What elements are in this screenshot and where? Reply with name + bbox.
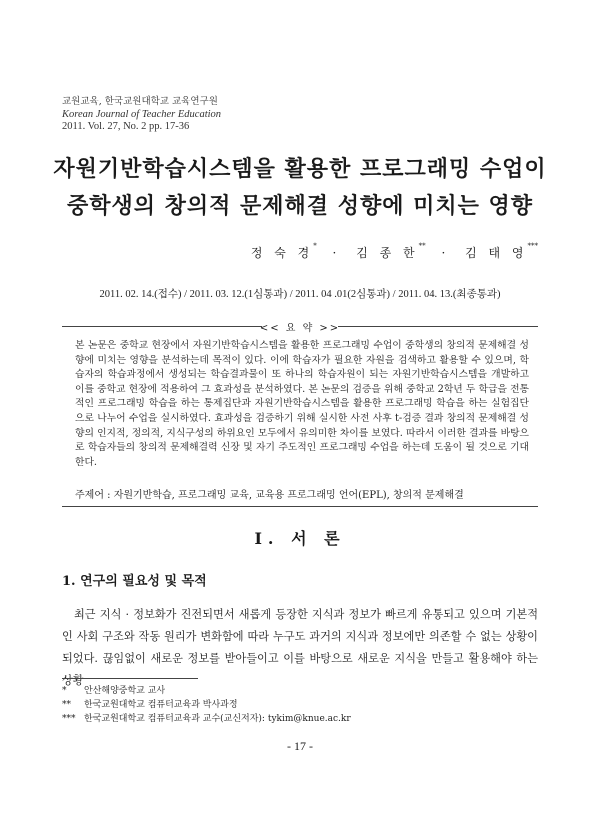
keywords: 주제어 : 자원기반학습, 프로그래밍 교육, 교육용 프로그래밍 언어(EPL), 창의적 문제해결 — [75, 490, 464, 501]
paper-title-line-2: 중학생의 창의적 문제해결 성향에 미치는 영향 — [66, 193, 534, 219]
author-name: 정 숙 경 — [250, 246, 314, 260]
footnotes — [62, 684, 351, 726]
review-dates: 2011. 02. 14.(접수) / 2011. 03. 12.(1심통과) / 2011. 04 .01(2심통과) / 2011. 04. 13.(최종통과) — [99, 289, 501, 300]
author-name: 김 종 한 — [356, 246, 419, 260]
journal-english-name: Korean Journal of Teacher Education — [62, 108, 222, 120]
abstract-text: 본 논문은 중학교 현장에서 자원기반학습시스템을 활용한 프로그래밍 수업이 중학생의 창의적 문제해결 성향에 미치는 영향을 분석하는데 목적이 있다. 이에 학습자가 필요한 자원을 검색하고 활용할 수 있으며, 학습자의 학습과정에서 생성되는 학습결과물이 또 하나의 학습자원이 되는 자원기반학습시스템을 개발하고 이를 중학교 현장에 적용하여 그 효과성을 분석하였다. 본 논문의 검증을 위해 중학교 2학년 두 학급을 전통적인 프로그래밍 학습을 하는 통제집단과 자원기반학습시스템을 활용한 프로그래밍 학습을 하는 실험집단으로 나누어 수업을 실시하였다. 효과성을 검증하기 위해 실시한 사전 사후 t-검증 결과 창의적 문제해결 성향의 인지적, 정의적, 지식구성의 하위요인 모두에서 유의미한 차이를 보였다. 따라서 이러한 결과를 바탕으로 학습자들의 창의적 문제해결력 신장 및 자기 주도적인 프로그래밍 수업을 하는데 도움이 될 것으로 기대한다. — [75, 340, 529, 468]
footnote-text: 한국교원대학교 컴퓨터교육과 교수(교신저자): tykim@knue.ac.kr — [84, 714, 351, 724]
subsection-heading: 1. 연구의 필요성 및 목적 — [62, 574, 207, 589]
author-separator: · — [441, 246, 450, 260]
author-separator: · — [332, 246, 341, 260]
author-mark: * — [313, 242, 317, 250]
author-mark: ** — [418, 242, 426, 250]
footnote-text: 한국교원대학교 컴퓨터교육과 박사과정 — [84, 700, 238, 710]
footnote — [62, 698, 351, 712]
journal-volume: 2011. Vol. 27, No. 2 pp. 17-36 — [62, 121, 190, 132]
summary-label: << 요 약 >> — [259, 323, 341, 334]
summary-header — [62, 319, 538, 333]
page-number: - 17 - — [287, 739, 313, 753]
footnote-mark: * — [62, 686, 67, 696]
paper-title-line-1: 자원기반학습시스템을 활용한 프로그래밍 수업이 — [53, 156, 547, 182]
section-heading: Ⅰ. 서 론 — [254, 529, 346, 548]
footnote — [62, 712, 351, 726]
author-mark: *** — [527, 242, 538, 250]
footnote-rule — [62, 678, 198, 679]
journal-publisher: 교원교육, 한국교원대학교 교육연구원 — [62, 96, 218, 107]
body-paragraph: 최근 지식 · 정보화가 진전되면서 새롭게 등장한 지식과 정보가 빠르게 유통되고 있으며 기본적인 사회 구조와 작동 원리가 변화함에 따라 누구도 과거의 지식과 정보에만 의존할 수 없는 상황이 되었다. 끊임없이 새로운 정보를 받아들이고 이를 바탕으로 새로운 지식을 만들고 활용해야 하는 상황 — [62, 608, 538, 687]
footnote-mark: *** — [62, 714, 76, 724]
footnote-text: 안산해양중학교 교사 — [84, 686, 166, 696]
summary-rule-right — [338, 326, 538, 327]
abstract-bottom-rule — [62, 506, 538, 507]
footnote — [62, 684, 351, 698]
author-list — [251, 244, 538, 261]
author-name: 김 태 영 — [465, 246, 528, 260]
journal-info — [62, 96, 221, 134]
footnote-mark: ** — [62, 700, 71, 710]
